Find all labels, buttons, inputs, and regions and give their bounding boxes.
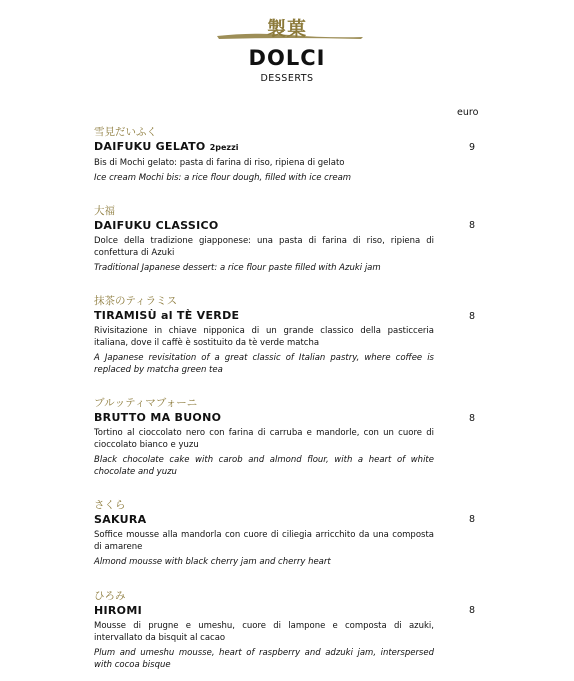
item-description-it: Soffice mousse alla mandorla con cuore di ciliegia arricchito da una composta di amarene bbox=[94, 530, 434, 552]
item-price: 9 bbox=[469, 142, 476, 153]
item-japanese-name: ブルッティマブォーニ bbox=[94, 397, 198, 409]
item-japanese-name: 抹茶のティラミス bbox=[94, 295, 178, 307]
kanji-banner bbox=[0, 0, 574, 46]
item-note: 2pezzi bbox=[209, 143, 239, 152]
item-name-text: HIROMI bbox=[94, 604, 142, 617]
item-description-en: Plum and umeshu mousse, heart of raspberry and adzuki jam, interspersed with cocoa bisque bbox=[94, 648, 434, 670]
item-description-it: Dolce della tradizione giapponese: una pasta di farina di riso, ripiena di confettura di Azuki bbox=[94, 236, 434, 258]
menu-item bbox=[94, 498, 474, 568]
item-price: 8 bbox=[469, 311, 476, 322]
item-description-en: Almond mousse with black cherry jam and cherry heart bbox=[94, 557, 331, 567]
menu-item bbox=[94, 125, 474, 184]
item-description-it: Bis di Mochi gelato: pasta di farina di riso, ripiena di gelato bbox=[94, 158, 345, 168]
item-name-text: TIRAMISÙ al TÈ VERDE bbox=[94, 309, 240, 322]
page-subtitle: DESSERTS bbox=[260, 73, 314, 84]
item-price: 8 bbox=[469, 413, 476, 424]
item-price: 8 bbox=[469, 220, 476, 231]
item-name bbox=[94, 218, 474, 233]
item-description-en: A Japanese revisitation of a great classic of Italian pastry, where coffee is replaced by matcha green tea bbox=[94, 353, 434, 375]
item-name bbox=[94, 308, 474, 323]
item-description-it: Tortino al cioccolato nero con farina di carruba e mandorle, con un cuore di cioccolato bianco e yuzu bbox=[94, 428, 434, 450]
section-kanji: 製菓 bbox=[266, 18, 307, 40]
item-name-text: BRUTTO MA BUONO bbox=[94, 411, 222, 424]
menu-item bbox=[94, 396, 474, 478]
item-description-it: Rivisitazione in chiave nipponica di un grande classico della pasticceria italiana, dove il caffè è sostituito da tè verde matcha bbox=[94, 326, 434, 348]
item-japanese-name: さくら bbox=[94, 499, 126, 511]
item-japanese-name: 雪見だいふく bbox=[94, 126, 157, 138]
item-description-en: Traditional Japanese dessert: a rice flour paste filled with Azuki jam bbox=[94, 263, 381, 273]
item-price: 8 bbox=[469, 514, 476, 525]
page-title: DOLCI bbox=[248, 46, 326, 70]
item-japanese-name: ひろみ bbox=[94, 590, 126, 602]
menu-header bbox=[0, 0, 574, 84]
item-price: 8 bbox=[469, 605, 476, 616]
item-description-en: Black chocolate cake with carob and almond flour, with a heart of white chocolate and yuzu bbox=[94, 455, 434, 477]
menu-item bbox=[94, 589, 474, 671]
item-name bbox=[94, 512, 474, 527]
item-description-en: Ice cream Mochi bis: a rice flour dough, filled with ice cream bbox=[94, 173, 352, 183]
item-name bbox=[94, 603, 474, 618]
item-name bbox=[94, 410, 474, 425]
menu-item bbox=[94, 204, 474, 274]
item-name-text: DAIFUKU GELATO bbox=[94, 140, 206, 153]
menu-item bbox=[94, 294, 474, 376]
item-name-text: DAIFUKU CLASSICO bbox=[94, 219, 219, 232]
item-description-it: Mousse di prugne e umeshu, cuore di lampone e composta di azuki, intervallato da bisquit al cacao bbox=[94, 621, 434, 643]
item-japanese-name: 大福 bbox=[94, 205, 115, 217]
item-name-text: SAKURA bbox=[94, 513, 147, 526]
currency-label: euro bbox=[457, 107, 479, 118]
item-name bbox=[94, 139, 474, 155]
